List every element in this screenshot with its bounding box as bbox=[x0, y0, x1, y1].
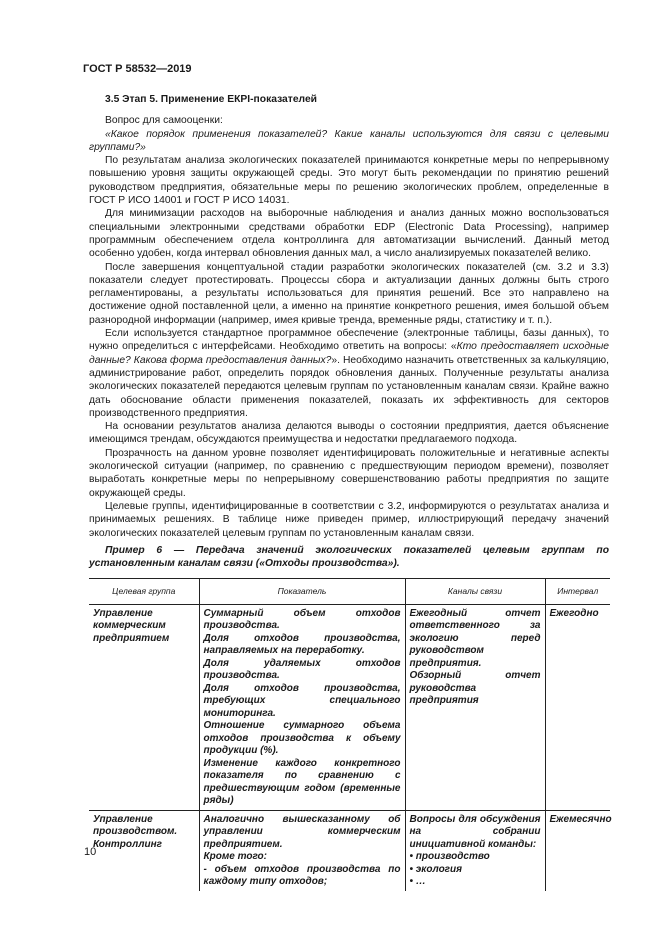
column-header: Целевая группа bbox=[89, 579, 199, 605]
channel-bullet: • … bbox=[410, 876, 541, 889]
indicator-line: Суммарный объем отходов производства. bbox=[203, 607, 401, 632]
indicator-line: Аналогично вышесказанному об управлении коммерческим предприятием. bbox=[203, 813, 401, 850]
section-title: 3.5 Этап 5. Применение ЕКРІ-показателей bbox=[105, 94, 318, 105]
channel-bullet: • экология bbox=[410, 864, 541, 877]
channel-bullet: • производство bbox=[410, 851, 541, 864]
column-header: Каналы связи bbox=[405, 579, 545, 605]
paragraph: Для минимизации расходов на выборочные наблюдения и анализ данных можно воспользоваться специальными электронными средствами обработки EDP (Electronic Data Processing), например программным обеспечением отдела контроллинга для автоматизации вычислений. Данный метод особенно удобен, когда интервал обновления данных мал, а число анализируемых показателей велико. bbox=[89, 208, 609, 260]
table-cell-channels bbox=[405, 810, 545, 891]
paragraph-part: Если используется стандартное программное обеспечение (электронные таблицы, базы данных), то нужно определиться с интерфейсами. Необходимо ответить на вопросы: « bbox=[89, 328, 609, 353]
page-body bbox=[89, 93, 612, 891]
indicator-line: Отношение суммарного объема отходов производства к объему продукции (%). bbox=[203, 720, 401, 757]
table-cell-indicator bbox=[199, 810, 405, 891]
page-number: 10 bbox=[84, 846, 97, 858]
channel-line: Вопросы для обсуждения на собрании инициативной команды: bbox=[409, 813, 541, 850]
indicator-line: Доля удаляемых отходов производства. bbox=[203, 657, 401, 682]
indicator-line: Доля отходов производства, требующих специального мониторинга. bbox=[203, 682, 401, 719]
paragraph: По результатам анализа экологических показателей принимаются конкретные меры по непрерывному повышению уровня защиты окружающей среды. Это могут быть рекомендации по принятию решений руководством предприятия, обязательные меры по решению экологических проблем, определенные в ГОСТ Р ИСО 14001 и ГОСТ Р ИСО 14031. bbox=[89, 155, 609, 207]
paragraph: Прозрачность на данном уровне позволяет идентифицировать положительные и негативные аспекты экологической ситуации (например, по сравнению с предшествующим периодом времени), позволяет выработать конкретные меры по непрерывному совершенствованию работы предприятия по защите окружающей среды. bbox=[89, 447, 609, 499]
paragraph: Вопрос для самооценки: bbox=[105, 115, 223, 127]
table-cell-group: Управление производством. Контроллинг bbox=[89, 810, 199, 891]
indicator-line: Изменение каждого конкретного показателя по сравнению с предшествующим годом (временные ряды) bbox=[203, 757, 401, 807]
table-header-row bbox=[89, 579, 610, 605]
example-table bbox=[89, 578, 610, 891]
indicator-line: Кроме того: bbox=[203, 851, 267, 863]
channel-line: Ежегодный отчет ответственного за экологию перед руководством предприятия. bbox=[409, 607, 541, 669]
indicator-line: - объем отходов производства по каждому типу отходов; bbox=[203, 863, 401, 888]
paragraph: На основании результатов анализа делаются выводы о состоянии предприятия, дается объяснение имеющимся трендам, обсуждаются преимущества и недостатки предлагаемого подхода. bbox=[89, 421, 609, 446]
example-caption: Пример 6 — Передача значений экологических показателей целевым группам по установленным каналам связи («Отходы производства»). bbox=[89, 544, 609, 570]
table-cell-group: Управление коммерческим предприятием bbox=[89, 604, 199, 810]
paragraph: После завершения концептуальной стадии разработки экологических показателей (см. 3.2 и 3.3) показатели следует протестировать. Процессы сбора и актуализации данных должны быть строго регламентированы, а результаты использоваться для принятия решений. Все это направлено на достижение одной поставленной цели, а именно на принятие конкретного решения, имея большой объем разнородной информации (например, имея кривые тренда, временные ряды, статистику и т. п.). bbox=[89, 261, 609, 326]
document-code: ГОСТ Р 58532—2019 bbox=[83, 63, 192, 75]
table-cell-indicator bbox=[199, 604, 405, 810]
paragraph: Целевые группы, идентифицированные в соответствии с 3.2, информируются о результатах анализа и принимаемых решениях. В таблице ниже приведен пример, иллюстрирующий передачу значений экологических показателей целевым группам по установленным каналам связи. bbox=[89, 500, 609, 539]
table-cell-interval: Ежемесячно bbox=[545, 810, 610, 891]
table-row bbox=[89, 604, 610, 810]
table-cell-channels bbox=[405, 604, 545, 810]
column-header: Интервал bbox=[545, 579, 610, 605]
paragraph bbox=[89, 327, 609, 420]
table-row bbox=[89, 810, 610, 891]
channel-line: Обзорный отчет руководства предприятия bbox=[409, 670, 541, 707]
indicator-line: Доля отходов производства, направляемых на переработку. bbox=[203, 632, 401, 657]
column-header: Показатель bbox=[199, 579, 405, 605]
paragraph-question: Кто предоставляет исходные данные? Какова форма предоставления данных? bbox=[89, 341, 609, 366]
table-cell-interval: Ежегодно bbox=[545, 604, 610, 810]
self-assessment-question: «Какое порядок применения показателей? Какие каналы используются для связи с целевыми группами?» bbox=[89, 128, 609, 153]
paragraph-part: ». Необходимо назначить ответственных за калькуляцию, администрирование работ, определить порядок обновления данных. Полученные результаты анализа экологических показателей передаются целевым группам по установленным каналам связи. Крайне важно дать обоснование области применения показателей, показать их эффективность для секторов производственного предприятия. bbox=[89, 354, 609, 419]
